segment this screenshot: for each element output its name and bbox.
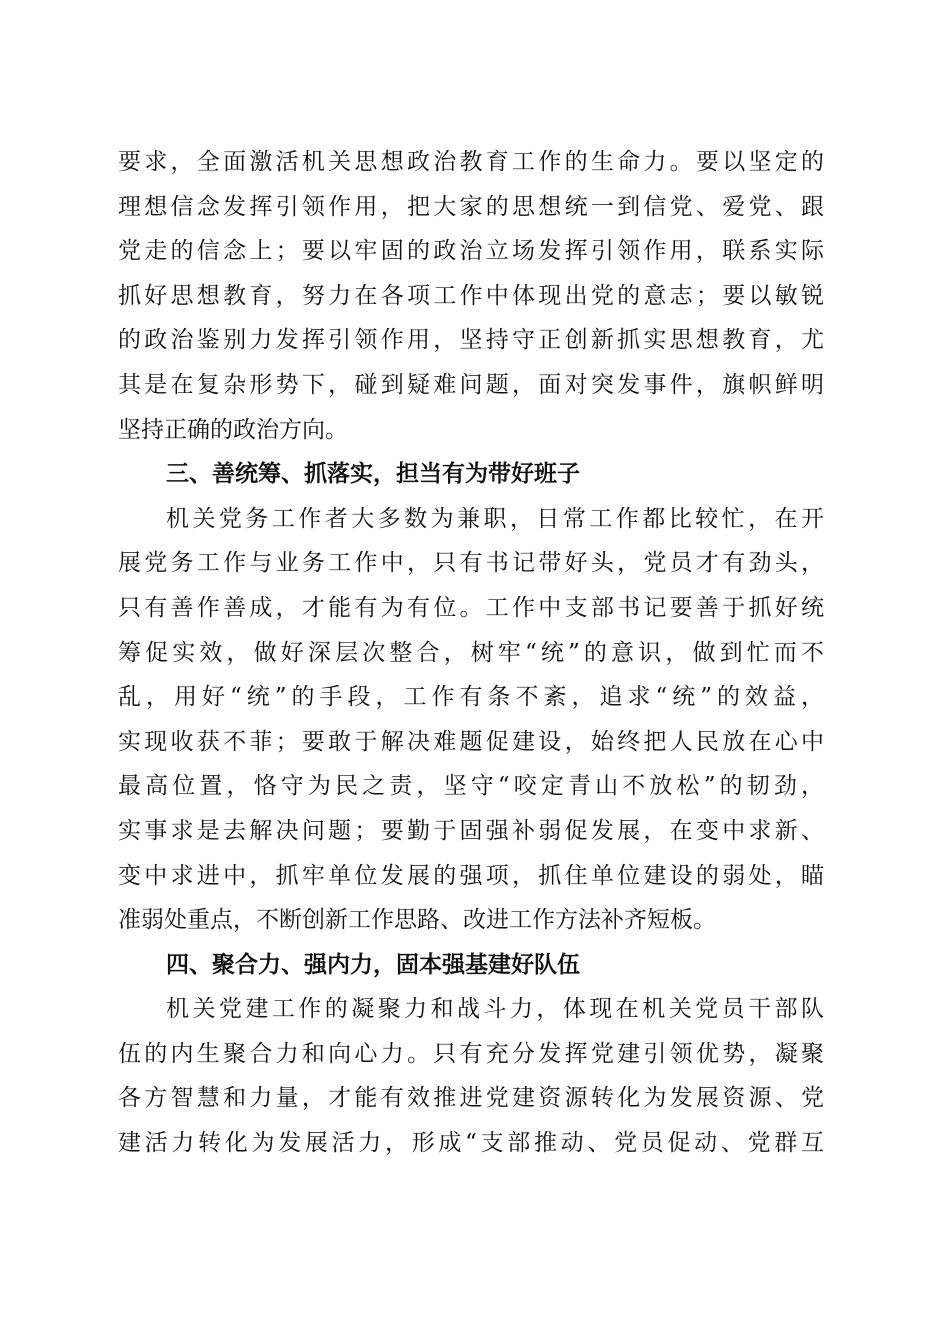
- text-line: 展党务工作与业务工作中，只有书记带好头，党员才有劲头，: [118, 550, 824, 577]
- section-heading-4: 四、聚合力、强内力，固本强基建好队伍: [166, 951, 580, 978]
- text-line: 最高位置，恪守为民之责，坚守“咬定青山不放松”的韧劲，: [118, 773, 824, 800]
- text-line: 党走的信念上；要以牢固的政治立场发挥引领作用，联系实际: [118, 238, 824, 265]
- section-heading-3: 三、善统筹、抓落实，担当有为带好班子: [166, 461, 580, 488]
- text-line: 的政治鉴别力发挥引领作用，坚持守正创新抓实思想教育，尤: [118, 327, 824, 354]
- text-line: 乱，用好“统”的手段，工作有条不紊，追求“统”的效益，: [118, 684, 824, 711]
- text-line: 抓好思想教育，努力在各项工作中体现出党的意志；要以敏锐: [118, 282, 824, 309]
- paragraph-continuation: [118, 140, 824, 452]
- text-line: 机关党务工作者大多数为兼职，日常工作都比较忙，在开: [166, 505, 824, 532]
- text-line: 其是在复杂形势下，碰到疑难问题，面对突发事件，旗帜鲜明: [118, 371, 824, 398]
- text-line: 筹促实效，做好深层次整合，树牢“统”的意识，做到忙而不: [118, 639, 824, 666]
- paragraph-section-3: [118, 497, 824, 943]
- text-line: 要求，全面激活机关思想政治教育工作的生命力。要以坚定的: [118, 149, 824, 175]
- text-line: 变中求进中，抓牢单位发展的强项，抓住单位建设的弱处，瞄: [118, 862, 824, 889]
- text-line: 实现收获不菲；要敢于解决难题促建设，始终把人民放在心中: [118, 728, 824, 755]
- text-line: 实事求是去解决问题；要勤于固强补弱促发展，在变中求新、: [118, 817, 824, 844]
- text-line: 伍的内生聚合力和向心力。只有充分发挥党建引领优势，凝聚: [118, 1040, 824, 1067]
- text-line: 准弱处重点，不断创新工作思路、改进工作方法补齐短板。: [118, 907, 716, 934]
- text-line: 机关党建工作的凝聚力和战斗力，体现在机关党员干部队: [166, 996, 824, 1023]
- text-line: 坚持正确的政治方向。: [118, 416, 348, 443]
- paragraph-section-4: [118, 987, 824, 1165]
- text-line: 建活力转化为发展活力，形成“支部推动、党员促动、党群互: [118, 1130, 824, 1157]
- document-page: [118, 140, 824, 1166]
- text-line: 各方智慧和力量，才能有效推进党建资源转化为发展资源、党: [118, 1085, 824, 1112]
- text-line: 只有善作善成，才能有为有位。工作中支部书记要善于抓好统: [118, 594, 824, 621]
- text-line: 理想信念发挥引领作用，把大家的思想统一到信党、爱党、跟: [118, 193, 824, 220]
